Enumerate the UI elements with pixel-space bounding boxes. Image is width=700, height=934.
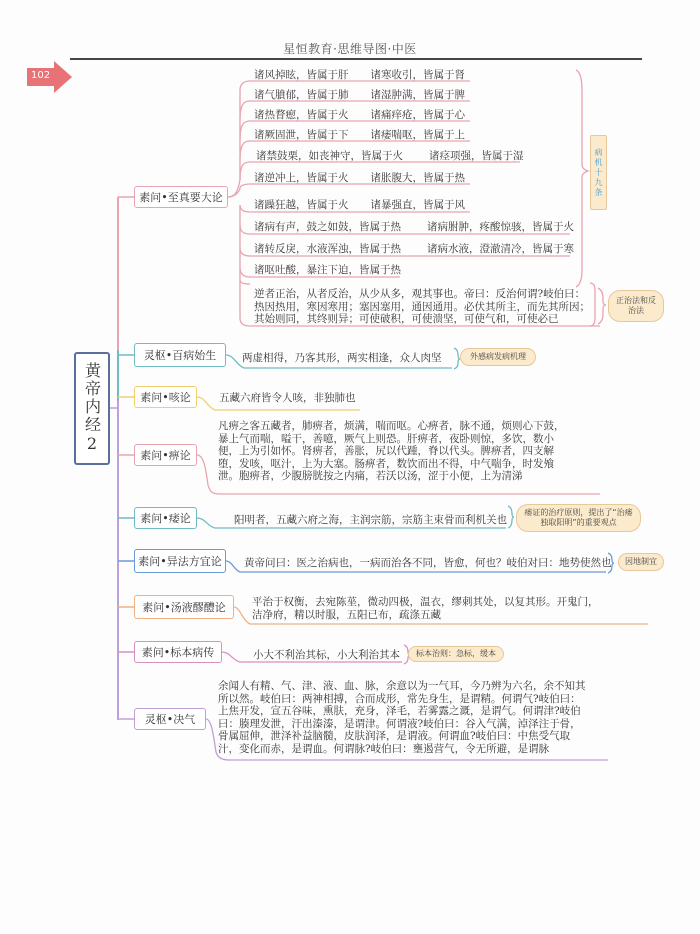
item-text-a: 诸病有声，鼓之如鼓，皆属于热 [254, 221, 401, 233]
paragraph-jueqi [218, 680, 618, 755]
paragraph-line: 所以然。岐伯曰：两神相搏，合而成形，常先身生，是谓精。何谓气?岐伯曰： [218, 692, 581, 705]
paragraph-bilun [218, 420, 598, 483]
list-item [254, 197, 465, 212]
note-zhengzhi-fanzhi [608, 290, 664, 322]
item-text-b: 诸痉项强，皆属于湿 [429, 150, 524, 162]
branch-label: 灵枢•决气 [144, 713, 196, 726]
note-yindizhiyi [618, 553, 664, 571]
paragraph-line: 泄。胞痹者，少腹膀胱按之内痛，若沃以汤，涩于小便，上为清涕 [218, 470, 523, 482]
item-text-a: 诸气膹郁，皆属于肺 [254, 89, 349, 101]
item-text-a: 诸躁狂越，皆属于火 [254, 199, 349, 211]
branch-label: 素问•咳论 [140, 391, 191, 404]
branch-bilun[interactable] [134, 444, 197, 466]
list-item [254, 241, 574, 256]
root-node[interactable] [74, 352, 110, 465]
arrow-head-icon [54, 61, 72, 93]
list-item [254, 219, 574, 234]
item-text-b: 诸胀腹大，皆属于热 [370, 172, 465, 184]
branch-yifafangyilun[interactable] [134, 549, 226, 573]
paragraph-line: 骨属屈伸，泄泽补益脑髓，皮肤润泽，是谓液。何谓血?岐伯曰：中焦受气取 [218, 730, 571, 742]
paragraph-line: 上焦开发，宣五谷味，熏肤，充身，泽毛，若雾露之溉，是谓气。何谓津?岐伯 [218, 705, 581, 717]
paragraph-line: 逆者正治，从者反治，从少从多，观其事也。帝曰：反治何谓?岐伯曰： [254, 288, 586, 300]
list-item [254, 107, 465, 122]
note-waigan [460, 348, 536, 366]
branch-label: 素问•汤液醪醴论 [142, 601, 226, 614]
item-text-b: 诸湿肿满，皆属于脾 [370, 89, 465, 101]
paragraph-line: 汁，变化而赤，是谓血。何谓脉?岐伯曰：壅遏营气，令无所避，是谓脉 [218, 742, 550, 755]
paragraph-line: 余闻人有精、气、津、液、血、脉，余意以为一气耳，今乃辨为六名，余不知其 [218, 680, 586, 692]
list-item [254, 262, 401, 277]
branch-zhizhenyaodalun[interactable] [134, 186, 228, 208]
list-item [254, 127, 465, 142]
paragraph-line: 热因热用，寒因寒用；塞因塞用，通因通用。必伏其所主，而先其所因； [254, 300, 590, 313]
paragraph-line: 洁净府，精以时服，五阳已布，疏涤五藏 [252, 608, 441, 621]
leaf-text: 小大不利治其标，小大利治其本 [253, 649, 400, 661]
page-number-arrow [27, 61, 73, 93]
item-text-a: 诸禁鼓栗，如丧神守，皆属于火 [256, 150, 403, 162]
page-number: 102 [31, 70, 51, 81]
paragraph-line: 堕，发咳，呕汁，上为大塞。肠痹者，数饮而出不得，中气喘争，时发飧 [218, 457, 554, 470]
item-text-b: 诸痛痒疮，皆属于心 [370, 109, 465, 121]
item-text-b: 诸暴强直，皆属于风 [370, 199, 465, 211]
note-text: 痿证的治疗原则，提出了“治痿独取阳明”的重要观点 [524, 508, 633, 527]
leaf-text: 两虚相得，乃客其形，两实相逢，众人肉坚 [242, 352, 442, 364]
paragraph-tangye [252, 596, 652, 621]
item-text-a: 诸转反戾，水液浑浊，皆属于热 [254, 243, 401, 255]
branch-label: 灵枢•百病始生 [143, 349, 217, 362]
item-text-a: 诸风掉眩，皆属于肝 [254, 69, 349, 81]
paragraph-line: 便，上为引如怀。肾痹者，善胀，尻以代踵，脊以代头。脾痹者，四支解 [218, 445, 554, 457]
branch-label: 素问•痿论 [140, 512, 191, 525]
item-text-b: 诸病水液，澄澈清冷，皆属于寒 [427, 243, 574, 255]
note-text: 因地制宜 [625, 557, 657, 566]
branch-label: 素问•至真要大论 [139, 191, 223, 204]
item-text-a: 诸热瞀瘛，皆属于火 [254, 109, 349, 121]
note-weizheng [516, 504, 641, 532]
branch-biaobenbingchuan[interactable] [134, 641, 222, 663]
branch-label: 素问•异法方宜论 [138, 555, 222, 568]
note-text: 标本治则：急标，缓本 [416, 649, 496, 658]
note-bingji-shijiutiao [590, 135, 607, 210]
header-divider [70, 58, 642, 60]
paragraph-line: 暴上气而喘，嗌干，善噫，厥气上则恐。肝痹者，夜卧则惊，多饮，数小 [218, 432, 554, 445]
root-label: 黄帝内经2 [82, 362, 102, 455]
list-item [256, 148, 524, 163]
header-title: 星恒教育·思维导图·中医 [283, 42, 417, 56]
paragraph-zhengzhi-fanzhi [254, 288, 599, 326]
item-text-b: 诸病胕肿，疼酸惊骇，皆属于火 [427, 221, 574, 233]
branch-label: 素问•痹论 [140, 449, 191, 462]
item-text-b: 诸痿喘呕，皆属于上 [370, 129, 465, 141]
list-item [254, 87, 465, 102]
item-text-a: 诸呕吐酸，暴注下迫，皆属于热 [254, 264, 401, 276]
paragraph-line: 曰：腠理发泄，汗出溱溱，是谓津。何谓液?岐伯曰：谷入气满，淖泽注于骨， [218, 717, 581, 730]
branch-baibingshisheng[interactable] [134, 343, 226, 367]
leaf-text: 黄帝问曰：医之治病也，一病而治各不同，皆愈，何也？岐伯对曰：地势使然也 [244, 557, 612, 569]
note-text: 病机十九条 [594, 147, 603, 198]
item-text-b: 诸寒收引，皆属于肾 [370, 69, 465, 81]
note-text: 正治法和反治法 [616, 296, 656, 315]
branch-jueqi[interactable] [134, 708, 206, 730]
branch-tangyelaolilun[interactable] [134, 595, 234, 619]
leaf-text: 五藏六府皆令人咳，非独肺也 [219, 392, 356, 404]
branch-weilun[interactable] [134, 507, 197, 529]
branch-kelun[interactable] [134, 386, 197, 408]
paragraph-line: 凡痹之客五藏者，肺痹者，烦满，喘而呕。心痹者，脉不通，烦则心下鼓， [218, 420, 565, 432]
branch-label: 素问•标本病传 [141, 646, 215, 659]
item-text-a: 诸厥固泄，皆属于下 [254, 129, 349, 141]
item-text-a: 诸逆冲上，皆属于火 [254, 172, 349, 184]
list-item [254, 170, 465, 185]
leaf-text: 阳明者，五藏六府之海，主润宗筋，宗筋主束骨而利机关也 [234, 514, 507, 526]
list-item [254, 67, 465, 82]
paragraph-line: 其始则同，其终则异；可使破积，可使溃坚，可使气和，可使必已 [254, 313, 559, 325]
paragraph-line: 平治于权衡，去宛陈莝，微动四极，温衣，缪刺其处，以复其形。开鬼门， [252, 596, 599, 608]
note-text: 外感病发病机理 [470, 352, 526, 361]
note-biaoben [408, 646, 504, 662]
